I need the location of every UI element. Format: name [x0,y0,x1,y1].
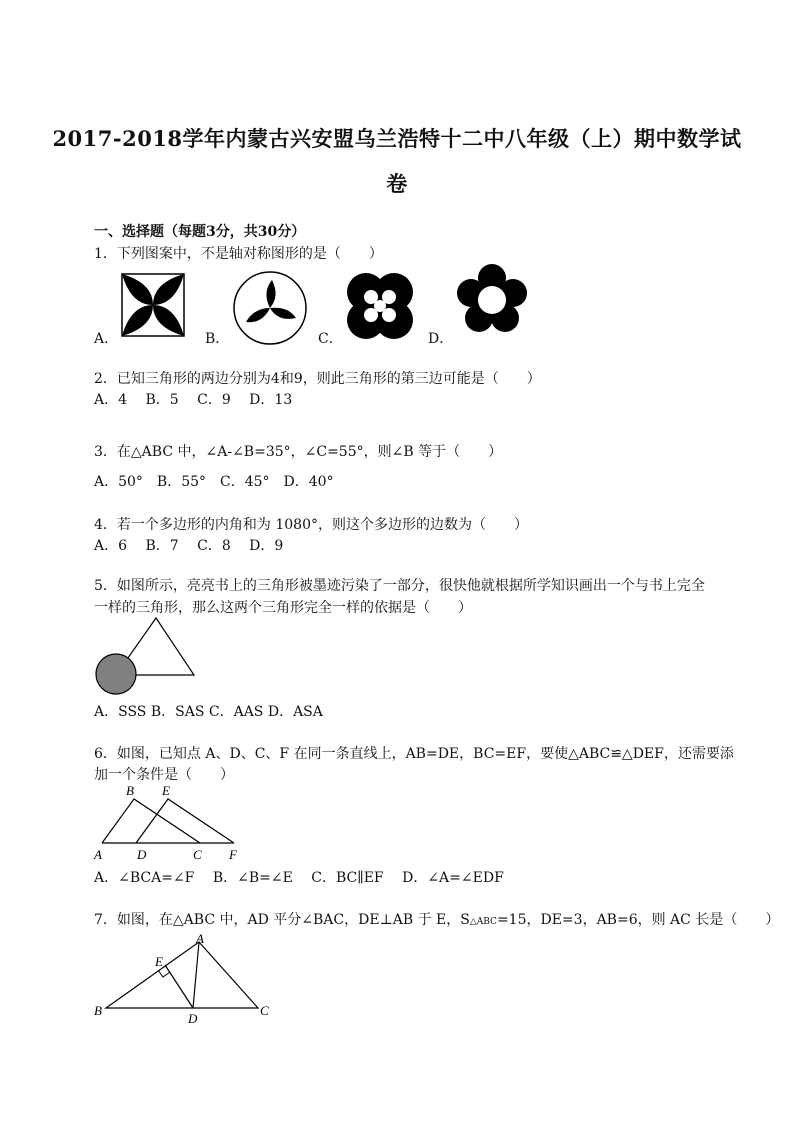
q7-stem-part-a: 7．如图，在△ABC 中，AD 平分∠BAC，DE⊥AB 于 E，S [94,912,470,928]
question-7-stem [94,909,779,929]
q1-option-a-label: A． [94,331,119,347]
q7-point-a-label: A [196,931,204,946]
question-5-options: A．SSS B．SAS C．AAS D．ASA [94,704,323,720]
q7-point-b-label: B [94,1003,102,1018]
q1-figure-b [232,270,308,346]
q1-figure-a [121,273,185,337]
q6-point-a-label: A [94,847,102,862]
q7-stem-part-b: =15，DE=3，AB=6，则 AC 长是（ ） [496,912,780,928]
q6-point-b-label: B [126,783,134,798]
q6-point-f-label: F [229,847,237,862]
question-3-options: A．50° B．55° C．45° D．40° [94,474,334,490]
q1-option-d-label: D． [428,331,454,347]
q7-stem-subscript: △ABC [469,917,497,927]
q1-option-c-label: C． [318,331,343,347]
page-title-continued: 卷 [386,171,408,196]
question-3-stem: 3．在△ABC 中，∠A-∠B=35°，∠C=55°，则∠B 等于（ ） [94,444,503,460]
question-4-options: A．6 B．7 C．8 D．9 [94,538,284,554]
q5-ink-triangle-figure [94,615,204,697]
question-6-stem-line1: 6．如图，已知点 A、D、C、F 在同一条直线上，AB=DE，BC=EF，要使△ABC≌△DEF，还需要添 [94,746,734,762]
q7-point-e-label: E [155,954,163,969]
q7-point-d-label: D [188,1011,198,1026]
q1-figure-d [455,263,529,337]
q6-triangles-figure [92,780,252,862]
q6-point-c-label: C [193,847,202,862]
q1-figure-c [344,270,416,342]
question-4-stem: 4．若一个多边形的内角和为 1080°，则这个多边形的边数为（ ） [94,517,528,533]
section-heading: 一、选择题（每题3分，共30分） [94,224,306,240]
q7-point-c-label: C [260,1003,269,1018]
question-6-options: A．∠BCA=∠F B．∠B=∠E C．BC∥EF D．∠A=∠EDF [94,870,504,886]
question-2-options: A．4 B．5 C．9 D．13 [94,392,293,408]
question-1-stem: 1．下列图案中，不是轴对称图形的是（ ） [94,246,383,262]
q6-point-d-label: D [137,847,147,862]
question-2-stem: 2．已知三角形的两边分别为4和9，则此三角形的第三边可能是（ ） [94,371,541,387]
q7-triangle-figure [92,930,282,1025]
question-6-stem-line2: 加一个条件是（ ） [94,767,234,783]
question-5-stem-line1: 5．如图所示，亮亮书上的三角形被墨迹污染了一部分，很快他就根据所学知识画出一个与书上完全 [94,578,705,594]
page-title: 2017-2018学年内蒙古兴安盟乌兰浩特十二中八年级（上）期中数学试 [52,126,742,151]
q1-option-b-label: B． [205,331,230,347]
q6-point-e-label: E [162,783,170,798]
question-5-stem-line2: 一样的三角形，那么这两个三角形完全一样的依据是（ ） [94,600,472,616]
